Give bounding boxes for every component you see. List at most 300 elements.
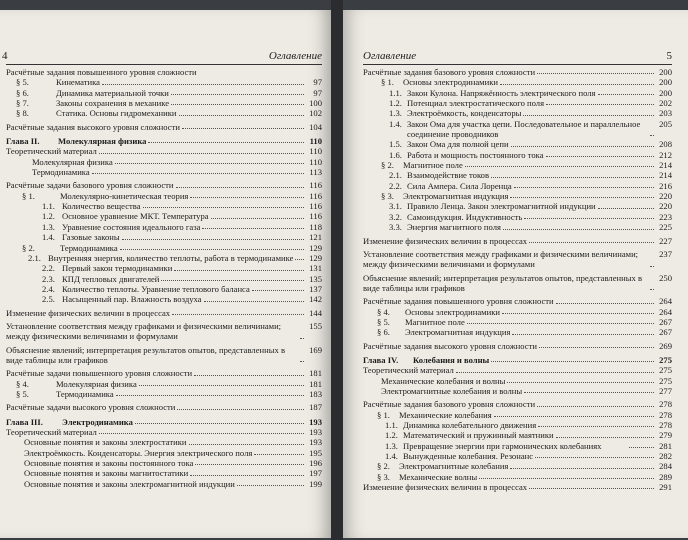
toc-leader-dots [182,122,304,129]
toc-leader-dots [177,402,304,409]
right-page-header [363,46,672,65]
toc-leader-dots [176,180,304,187]
toc-entry [6,294,322,304]
toc-leader-dots [161,274,304,281]
toc-entry-page: 183 [309,388,322,399]
toc-entry-number: 2.1. [389,170,402,181]
toc-entry-title: Основы электродинамики [403,77,498,88]
left-toc [6,67,322,489]
toc-entry-title: Изменение физических величин в процессах [363,482,528,493]
toc-entry-title: Электромагнитные колебания [399,461,509,472]
toc-entry-number: 2.2. [42,263,55,274]
toc-entry-page: 97 [313,87,322,98]
toc-entry-page: 181 [309,378,322,389]
toc-entry-title: Взаимодействие токов [407,170,490,181]
toc-entry-title: Электроёмкость. Конденсаторы. Энергия электрического поля [24,447,253,458]
toc-entry-title: Динамика колебательного движения [403,420,537,430]
toc-entry [363,410,672,420]
toc-entry-title: Объяснение явлений; интерпретация результатов опытов, представленных в виде таблицы или графиков [6,344,286,365]
toc-entry [6,108,322,118]
toc-entry-title: Основное уравнение МКТ. Температура [62,211,209,222]
right-page [343,10,688,538]
toc-entry-page: 97 [313,77,322,88]
book-gutter [331,0,343,540]
toc-entry-number: Глава II. [6,136,40,147]
toc-entry-title: Магнитное поле [405,316,465,327]
toc-entry [6,222,322,232]
toc-leader-dots [650,273,654,291]
toc-leader-dots [116,389,304,396]
toc-leader-dots [465,160,654,167]
toc-leader-dots [598,201,654,208]
toc-entry [6,191,322,201]
toc-leader-dots [135,417,304,424]
toc-entry-page: 113 [309,167,322,178]
toc-entry-number: 1.2. [42,211,55,222]
toc-entry-title: Внутренняя энергия, количество теплоты, работа в термодинамике [48,252,294,263]
toc-entry-number: 3.1. [389,201,402,212]
toc-entry [6,67,322,77]
toc-entry [6,180,322,190]
toc-leader-dots [500,77,654,84]
toc-entry-page: 275 [659,365,672,376]
toc-leader-dots [650,119,654,137]
toc-leader-dots [99,427,304,434]
toc-entry [363,399,672,409]
toc-leader-dots [511,139,654,146]
toc-leader-dots [537,67,654,74]
toc-entry-number: 1.2. [385,430,398,441]
toc-leader-dots [120,243,304,250]
toc-entry [6,389,322,399]
left-page-number: 4 [2,50,8,62]
toc-entry-title: Механические колебания [399,409,492,420]
toc-leader-dots [254,448,304,455]
toc-leader-dots [529,236,654,243]
toc-leader-dots [148,136,304,143]
toc-entry-number: § 2. [377,461,390,472]
toc-entry-page: 278 [659,399,672,410]
toc-leader-dots [99,146,304,153]
toc-entry [6,417,322,427]
toc-entry [6,479,322,489]
toc-entry [363,273,672,294]
toc-entry-page: 214 [659,160,672,171]
toc-leader-dots [139,379,304,386]
toc-leader-dots [537,399,654,406]
toc-entry [363,461,672,471]
toc-leader-dots [204,294,305,301]
toc-leader-dots [514,181,654,188]
toc-entry-title: Основные понятия и законы электромагнитной индукции [24,478,235,489]
toc-entry-page: 225 [659,222,672,233]
toc-entry [363,98,672,108]
toc-entry-page: 193 [309,427,322,437]
toc-entry-title: Теоретический материал [363,365,454,376]
toc-entry [363,307,672,317]
toc-leader-dots [524,212,654,219]
toc-entry-page: 223 [659,211,672,222]
toc-entry-title: Уравнение состояния идеального газа [62,221,201,232]
toc-entry-page: 200 [659,67,672,77]
toc-entry-page: 275 [659,375,672,386]
toc-entry [6,146,322,156]
toc-entry-page: 227 [659,235,672,246]
toc-entry-page: 131 [309,263,322,274]
toc-entry-number: § 2. [381,160,394,171]
toc-entry [363,212,672,222]
toc-entry [6,345,322,366]
toc-leader-dots [171,88,304,95]
toc-entry-title: Количество вещества [62,201,141,212]
toc-entry-page: 121 [309,232,322,243]
toc-entry-page: 291 [659,482,672,493]
toc-entry-title: Основы электродинамики [405,306,500,317]
toc-entry-title: Колебания и волны [413,354,490,365]
toc-entry-page: 110 [309,146,322,157]
toc-entry [363,181,672,191]
right-page-number: 5 [666,50,672,62]
toc-entry-page: 199 [309,478,322,489]
toc-entry-title: Молекулярно-кинетическая теория [60,190,189,201]
toc-entry-number: § 1. [381,77,394,88]
toc-entry [363,170,672,180]
toc-entry-title: Закон Ома для участка цепи. Последовательное и параллельное соединение проводников [407,118,641,140]
toc-entry-page: 202 [659,98,672,109]
toc-entry [363,67,672,77]
toc-leader-dots [252,284,304,291]
toc-entry-page: 281 [659,440,673,451]
toc-leader-dots [211,211,304,218]
toc-entry-title: Расчётные задачи базового уровня сложности [6,180,174,191]
toc-entry-page: 118 [309,221,322,232]
toc-entry-page: 212 [659,149,672,160]
toc-entry-title: Электромагнитная индукция [405,327,511,338]
toc-entry [363,472,672,482]
toc-entry [6,201,322,211]
toc-entry [6,427,322,437]
toc-entry [6,136,322,146]
toc-leader-dots [629,441,654,448]
toc-entry-number: 2.3. [42,273,55,284]
toc-entry-page: 275 [659,354,672,365]
toc-entry [6,243,322,253]
toc-entry-page: 203 [659,108,672,119]
toc-entry [363,191,672,201]
toc-entry-page: 237 [659,248,672,259]
toc-entry [6,448,322,458]
toc-entry-title: Расчётные задания базового уровня сложности [363,399,536,410]
toc-entry-title: Закон Ома для полной цепи [407,139,509,150]
left-page [0,10,331,538]
toc-entry-title: Законы сохранения в механике [56,98,170,109]
toc-entry-number: 1.3. [385,440,398,451]
toc-leader-dots [491,355,654,362]
toc-leader-dots [190,191,304,198]
toc-leader-dots [189,437,305,444]
toc-leader-dots [92,167,304,174]
toc-leader-dots [237,479,304,486]
toc-entry-title: Расчётные задания повышенного уровня сложности [363,296,554,307]
toc-leader-dots [174,263,304,270]
toc-entry-page: 193 [309,416,322,427]
toc-entry-title: Механические волны [399,471,478,482]
toc-leader-dots [491,170,654,177]
toc-leader-dots [494,410,654,417]
toc-entry [6,122,322,132]
right-header-title: Оглавление [363,50,417,62]
toc-entry-page: 200 [659,87,672,98]
toc-leader-dots [172,308,304,315]
toc-entry-page: 279 [659,430,672,441]
toc-entry [363,451,672,461]
toc-entry-page: 220 [659,201,672,212]
toc-entry [6,368,322,378]
toc-entry-page: 284 [659,461,672,472]
right-toc [363,67,672,492]
toc-entry-title: Первый закон термодинамики [62,263,173,274]
toc-entry-page: 100 [309,98,322,109]
toc-leader-dots [194,368,304,375]
toc-leader-dots [456,365,654,372]
toc-entry-title: Сила Ампера. Сила Лоренца [407,180,512,191]
toc-leader-dots [502,307,654,314]
toc-entry-number: 3.3. [389,222,402,233]
toc-entry-page: 289 [659,471,672,482]
toc-entry-title: Установление соответствия между графиками и физическими величинами; между физическими величинами и формулами [363,248,639,270]
toc-leader-dots [171,98,304,105]
toc-entry [363,420,672,430]
toc-entry-page: 282 [659,451,672,462]
toc-entry-title: Математический и пружинный маятники [403,430,554,441]
toc-entry-number: 1.4. [389,118,402,129]
toc-leader-dots [190,468,304,475]
toc-entry-title: Молекулярная физика [32,156,113,167]
toc-leader-dots [556,296,654,303]
toc-entry [363,317,672,327]
toc-entry-title: Молекулярная физика [56,378,137,389]
toc-leader-dots [202,222,304,229]
toc-entry-title: Основные понятия и законы электростатики [24,437,187,448]
toc-entry-page: 116 [309,211,322,222]
toc-entry [6,468,322,478]
toc-leader-dots [546,98,654,105]
toc-entry-page: 216 [659,180,672,191]
toc-entry-number: § 6. [16,87,29,98]
toc-entry-page: 267 [659,316,672,327]
toc-entry-page: 269 [659,340,672,351]
toc-entry [363,249,672,270]
left-header-title: Оглавление [268,50,322,62]
toc-entry [363,139,672,149]
toc-entry-title: Правило Ленца. Закон электромагнитной индукции [407,201,596,212]
toc-entry-number: 1.4. [42,232,55,243]
toc-entry-number: 1.1. [389,87,402,98]
toc-entry-number: § 4. [16,378,29,389]
toc-entry-page: 110 [309,156,322,167]
toc-entry-number: § 5. [377,316,390,327]
toc-entry-page: 135 [309,273,322,284]
toc-entry-number: 1.1. [42,201,55,212]
toc-entry-title: Теоретический материал [6,146,97,157]
toc-entry-title: Электромагнитная индукция [403,191,509,202]
toc-entry-number: 1.5. [389,139,402,150]
toc-leader-dots [507,376,654,383]
toc-entry-number: § 6. [377,327,390,338]
toc-leader-dots [510,461,654,468]
toc-leader-dots [115,157,304,164]
toc-entry-page: 142 [309,294,322,305]
toc-entry-page: 250 [659,272,672,283]
toc-entry-page: 214 [659,170,672,181]
toc-entry [363,441,672,451]
toc-entry-title: Насыщенный пар. Влажность воздуха [62,294,202,305]
toc-entry-title: Расчётные задачи высокого уровня сложности [6,402,176,413]
toc-entry [6,437,322,447]
toc-entry [6,458,322,468]
toc-entry [363,376,672,386]
toc-entry [6,232,322,242]
toc-leader-dots [539,341,654,348]
toc-entry-page: 197 [309,468,322,479]
toc-entry [363,355,672,365]
toc-entry-page: 137 [309,283,322,294]
toc-entry [6,263,322,273]
toc-entry [363,430,672,440]
toc-entry-title: Основные понятия и законы постоянного тока [24,458,194,469]
toc-entry [363,150,672,160]
toc-entry-number: § 8. [16,108,29,119]
toc-leader-dots [122,232,304,239]
toc-entry-title: Газовые законы [62,232,120,243]
toc-entry-page: 264 [659,296,672,307]
toc-entry-title: Работа и мощность постоянного тока [407,149,544,160]
toc-entry-number: § 5. [16,388,29,399]
toc-leader-dots [529,482,654,489]
toc-entry-title: Кинематика [56,77,100,88]
toc-entry-number: 2.5. [42,294,55,305]
toc-entry-title: Теоретический материал [6,427,97,437]
toc-entry [363,88,672,98]
toc-entry-title: Изменение физических величин в процессах [6,307,171,318]
toc-entry-page: 205 [659,118,672,129]
toc-entry-title: Электродинамика [62,416,133,427]
toc-entry-number: 3.2. [389,211,402,222]
toc-entry-number: Глава III. [6,416,43,427]
toc-entry-title: Вынужденные колебания. Резонанс [403,451,534,462]
toc-entry-page: 110 [309,136,322,147]
toc-entry [363,77,672,87]
toc-entry-number: 1.2. [389,98,402,109]
toc-entry-number: 1.1. [385,420,398,430]
toc-entry-title: Электромагнитные колебания и волны [381,385,523,396]
toc-entry-title: Динамика материальной точки [56,87,169,98]
toc-entry [6,211,322,221]
toc-entry-number: § 7. [16,98,29,109]
toc-entry-title: Термодинамика [32,167,90,178]
toc-entry [6,274,322,284]
toc-entry-number: 1.4. [385,451,398,462]
toc-entry-page: 195 [309,447,322,458]
toc-leader-dots [503,222,654,229]
toc-entry-title: Электроёмкость, конденсаторы [407,108,522,119]
toc-entry-title: Термодинамика [60,242,118,253]
toc-entry-number: Глава IV. [363,354,399,365]
toc-entry-page: 116 [309,201,322,212]
toc-leader-dots [546,150,654,157]
toc-entry-number: § 5. [16,77,29,88]
toc-entry-page: 208 [659,139,672,150]
toc-entry-page: 181 [309,368,322,379]
toc-entry [363,482,672,492]
toc-entry-title: Объяснение явлений; интерпретация результатов опытов, представленных в виде таблицы или графиков [363,272,643,293]
toc-entry [363,365,672,375]
toc-entry-title: Механические колебания и волны [381,375,506,386]
toc-entry [6,88,322,98]
toc-entry-title: Расчётные задания высокого уровня сложности [6,121,180,132]
toc-leader-dots [535,451,654,458]
toc-entry-page: 144 [309,307,322,318]
toc-entry [363,160,672,170]
toc-entry-page: 264 [659,306,672,317]
toc-entry-number: § 4. [377,306,390,317]
toc-entry-title: Изменение физических величин в процессах [363,235,528,246]
toc-entry [363,296,672,306]
toc-entry-title: Энергия магнитного поля [407,222,501,233]
toc-entry-number: 2.4. [42,283,55,294]
toc-entry-title: Термодинамика [56,388,114,399]
toc-entry-title: КПД тепловых двигателей [62,273,160,284]
toc-entry-title: Установление соответствия между графиками и физическими величинами; между физическими величинами и формулами [6,320,282,342]
toc-entry [6,284,322,294]
toc-entry-number: 2.1. [28,252,41,263]
toc-leader-dots [179,108,304,115]
toc-entry-number: § 1. [377,409,390,420]
toc-entry-page: 200 [659,77,672,88]
toc-entry-title: Магнитное поле [403,160,463,171]
toc-leader-dots [467,317,654,324]
toc-entry-number: § 3. [377,471,390,482]
toc-leader-dots [523,108,654,115]
toc-entry-number: 1.6. [389,149,402,160]
toc-entry [363,327,672,337]
toc-entry-page: 102 [309,108,322,119]
toc-entry-title: Самоиндукция. Индуктивность [407,211,523,222]
toc-entry [6,321,322,342]
toc-entry-number: § 3. [381,191,394,202]
toc-entry-page: 278 [659,409,672,420]
toc-entry [363,201,672,211]
toc-entry-title: Расчётные задания базового уровня сложности [363,67,536,77]
toc-entry-number: 2.2. [389,180,402,191]
toc-entry-title: Основные понятия и законы магнитостатики [24,468,189,479]
toc-entry-page: 277 [659,385,672,396]
toc-leader-dots [650,249,654,267]
toc-entry [363,386,672,396]
toc-entry [363,236,672,246]
toc-entry-number: § 2. [22,242,35,253]
toc-leader-dots [510,191,654,198]
toc-leader-dots [295,253,304,260]
toc-entry [363,108,672,118]
toc-entry-title: Количество теплоты. Уравнение теплового баланса [62,283,250,294]
toc-entry-page: 196 [309,458,322,469]
toc-entry-title: Статика. Основы гидромеханики [56,108,177,119]
toc-entry [6,167,322,177]
toc-leader-dots [598,88,655,95]
toc-entry-title: Расчётные задачи повышенного уровня сложности [6,368,193,379]
toc-entry-title: Расчётные задания повышенного уровня сложности [6,67,197,77]
